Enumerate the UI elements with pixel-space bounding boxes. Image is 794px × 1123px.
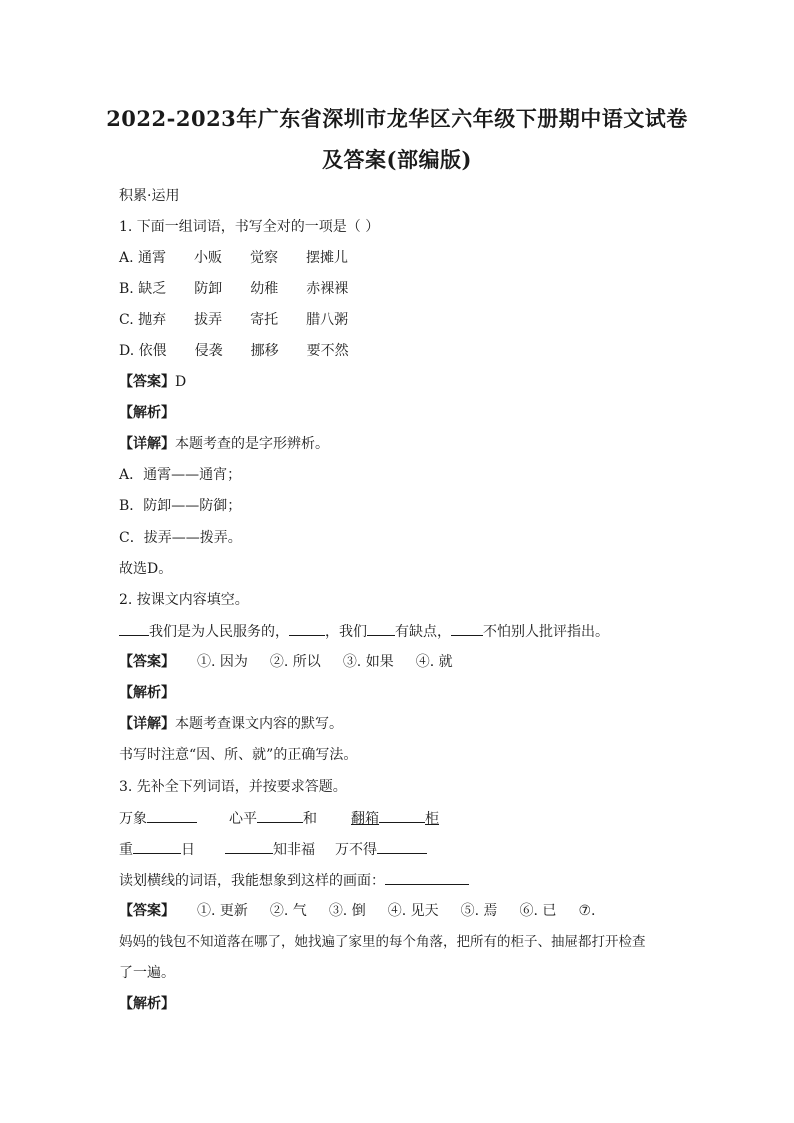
option-label: A. [119,250,139,266]
q3-answer-text-line1: 妈妈的钱包不知道落在哪了，她找遍了家里的每个角落，把所有的柜子、抽屉都打开检查 [119,934,646,950]
answer-item: ②. 气 [269,903,307,919]
q2-fill-sentence [119,621,609,642]
q1-analysis-tag: 【解析】 [119,405,175,421]
option-word: 拔弄 [194,312,223,328]
word-part: 日 [181,842,195,858]
option-word: 依偎 [138,343,167,359]
answer-tag: 【答案】 [119,654,175,670]
q1-note-b: B．防卸——防御； [119,498,242,514]
document-title-line2: 及答案(部编版) [322,147,472,172]
question-text: 读划横线的词语，我能想象到这样的画面： [119,873,385,889]
q1-option-d [119,341,349,361]
detail-tag: 【详解】 [119,716,175,732]
blank [367,621,395,636]
q1-option-c [119,310,348,330]
q3-answer-text-line2: 了一遍。 [119,965,175,981]
option-word: 幼稚 [250,281,279,297]
answer-item: ①. 更新 [197,903,248,919]
q1-note-a: A．通霄——通宵； [119,467,242,483]
option-word: 赤裸裸 [306,281,349,297]
answer-item: ④. 见天 [387,903,439,919]
word-part: 万不得 [335,842,377,858]
word-part: 重 [119,842,133,858]
option-word: 防卸 [194,281,223,297]
q1-detail [119,434,329,454]
word-part: 心平 [229,811,257,827]
option-word: 侵袭 [194,343,223,359]
blank [119,621,149,636]
blank [385,870,469,885]
answer-item: ③. 倒 [328,903,366,919]
answer-item: ⑤. 焉 [460,903,498,919]
q2-stem: 2. 按课文内容填空。 [119,592,249,608]
blank [289,621,325,636]
blank [257,808,303,823]
blank [377,839,427,854]
word-part: 和 [303,811,317,827]
blank [225,839,273,854]
option-label: C. [119,312,139,328]
fill-text: 不怕别人批评指出。 [483,624,609,640]
word-part: 柜 [425,811,439,827]
option-word: 小贩 [194,250,223,266]
answer-item: ④. 就 [415,654,453,670]
answer-item: ②. 所以 [269,654,321,670]
word-part: 知非福 [273,842,315,858]
answer-item: ③. 如果 [342,654,394,670]
q3-analysis-tag: 【解析】 [119,996,175,1012]
q1-conclusion: 故选D。 [119,561,173,577]
q3-answer [119,901,595,921]
answer-item: ⑥. 已 [519,903,557,919]
option-word: 腊八粥 [306,312,349,328]
q1-option-a [119,248,348,268]
word-part: 翻箱 [351,811,379,827]
q3-word-row-2 [119,839,427,860]
q2-detail [119,714,343,734]
q2-analysis-tag: 【解析】 [119,685,175,701]
q2-answer [119,652,453,672]
option-label: B. [119,281,139,297]
option-word: 抛弃 [138,312,167,328]
option-word: 寄托 [250,312,279,328]
q1-stem: 1. 下面一组词语，书写全对的一项是（ ） [119,219,380,235]
q1-option-b [119,279,348,299]
answer-item: ①. 因为 [197,654,248,670]
option-word: 缺乏 [138,281,167,297]
q1-answer [119,372,186,392]
q3-stem: 3. 先补全下列词语，并按要求答题。 [119,779,347,795]
word-part: 万象 [119,811,147,827]
fill-text: 有缺点， [395,624,451,640]
blank [451,621,483,636]
document-title-line1: 2022-2023年广东省深圳市龙华区六年级下册期中语文试卷 [106,106,688,131]
q1-note-c: C．拔弄——拨弄。 [119,530,242,546]
option-word: 挪移 [250,343,279,359]
option-word: 觉察 [250,250,279,266]
blank [147,808,197,823]
option-label: D. [119,343,139,359]
answer-item: ⑦. [578,903,596,919]
q3-question [119,870,469,891]
option-word: 摆摊儿 [306,250,349,266]
q2-note: 书写时注意“因、所、就”的正确写法。 [119,747,358,763]
fill-text: ，我们 [325,624,367,640]
option-word: 通霄 [138,250,167,266]
blank [379,808,425,823]
answer-tag: 【答案】 [119,903,175,919]
answer-value: D [175,374,187,390]
detail-tag: 【详解】 [119,436,175,452]
option-word: 要不然 [306,343,349,359]
fill-text: 我们是为人民服务的， [149,624,289,640]
detail-text: 本题考查的是字形辨析。 [175,436,329,452]
section-heading: 积累·运用 [119,188,180,204]
underlined-word [351,811,439,827]
answer-tag: 【答案】 [119,374,175,390]
detail-text: 本题考查课文内容的默写。 [175,716,343,732]
q3-word-row-1 [119,808,439,829]
blank [133,839,181,854]
